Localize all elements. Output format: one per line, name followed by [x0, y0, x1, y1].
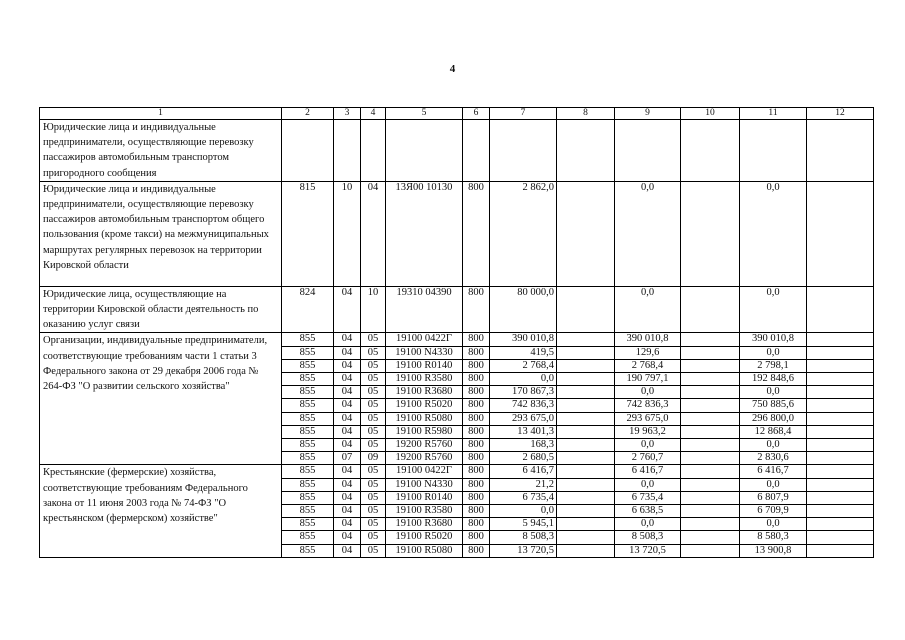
table-cell [807, 346, 874, 359]
table-cell: 129,6 [615, 346, 681, 359]
table-cell [681, 359, 740, 372]
table-cell: 2 768,4 [615, 359, 681, 372]
column-number-cell: 3 [334, 108, 361, 120]
column-number-cell: 10 [681, 108, 740, 120]
table-cell [807, 491, 874, 504]
table-cell: 0,0 [740, 286, 807, 333]
table-cell: 04 [334, 399, 361, 412]
table-cell: 800 [463, 181, 490, 286]
table-cell [557, 531, 615, 544]
table-cell [557, 286, 615, 333]
table-cell: 0,0 [740, 439, 807, 452]
table-cell [807, 478, 874, 491]
table-cell: 192 848,6 [740, 373, 807, 386]
table-cell [681, 491, 740, 504]
table-cell: 05 [361, 425, 386, 438]
table-cell: 05 [361, 346, 386, 359]
table-cell: 419,5 [490, 346, 557, 359]
table-cell: 6 638,5 [615, 505, 681, 518]
table-cell: 6 735,4 [490, 491, 557, 504]
table-cell: 19100 R0140 [386, 491, 463, 504]
table-cell: 2 798,1 [740, 359, 807, 372]
table-cell [490, 120, 557, 182]
recipient-description: Юридические лица, осуществляющие на территории Кировской области деятельность по оказанию услуг связи [40, 286, 282, 333]
column-number-cell: 11 [740, 108, 807, 120]
table-cell [681, 399, 740, 412]
table-cell [807, 425, 874, 438]
table-cell: 0,0 [740, 346, 807, 359]
table-cell: 80 000,0 [490, 286, 557, 333]
table-cell [681, 505, 740, 518]
table-cell [807, 544, 874, 557]
table-cell: 04 [334, 425, 361, 438]
table-cell: 0,0 [490, 373, 557, 386]
table-cell: 855 [282, 491, 334, 504]
table-cell [557, 478, 615, 491]
column-number-cell: 5 [386, 108, 463, 120]
table-cell: 19100 R5080 [386, 544, 463, 557]
table-cell: 0,0 [615, 181, 681, 286]
table-cell: 0,0 [740, 478, 807, 491]
table-cell: 855 [282, 465, 334, 478]
table-cell [557, 518, 615, 531]
table-cell: 19100 N4330 [386, 478, 463, 491]
table-cell: 04 [334, 346, 361, 359]
table-cell: 04 [334, 386, 361, 399]
table-cell: 13 720,5 [490, 544, 557, 557]
table-cell: 19200 R5760 [386, 452, 463, 465]
table-cell: 390 010,8 [740, 333, 807, 346]
column-number-row [40, 108, 874, 120]
table-cell: 19100 R5020 [386, 399, 463, 412]
table-cell: 855 [282, 359, 334, 372]
table-cell: 05 [361, 544, 386, 557]
table-cell: 0,0 [615, 286, 681, 333]
table-cell: 800 [463, 531, 490, 544]
table-cell: 13 401,3 [490, 425, 557, 438]
table-cell: 04 [334, 412, 361, 425]
table-cell [807, 518, 874, 531]
table-cell [557, 399, 615, 412]
table-cell: 05 [361, 412, 386, 425]
table-cell [807, 286, 874, 333]
table-cell: 5 945,1 [490, 518, 557, 531]
table-cell: 8 580,3 [740, 531, 807, 544]
column-number-cell: 2 [282, 108, 334, 120]
table-cell: 800 [463, 465, 490, 478]
table-cell: 855 [282, 373, 334, 386]
table-cell [557, 491, 615, 504]
table-cell: 19 963,2 [615, 425, 681, 438]
table-cell: 0,0 [740, 518, 807, 531]
table-cell: 13 720,5 [615, 544, 681, 557]
table-cell: 800 [463, 399, 490, 412]
table-cell: 800 [463, 359, 490, 372]
table-cell [807, 399, 874, 412]
table-cell: 19100 R3680 [386, 386, 463, 399]
table-cell [557, 346, 615, 359]
table-cell: 2 680,5 [490, 452, 557, 465]
table-cell: 855 [282, 386, 334, 399]
table-cell: 04 [334, 518, 361, 531]
table-cell: 19100 R3680 [386, 518, 463, 531]
table-cell [681, 425, 740, 438]
table-cell [557, 439, 615, 452]
table-cell: 05 [361, 386, 386, 399]
table-cell: 6 709,9 [740, 505, 807, 518]
table-cell: 2 768,4 [490, 359, 557, 372]
table-cell: 09 [361, 452, 386, 465]
table-cell: 04 [361, 181, 386, 286]
table-cell [681, 465, 740, 478]
table-cell [557, 333, 615, 346]
table-cell: 19100 R3580 [386, 373, 463, 386]
table-cell: 742 836,3 [490, 399, 557, 412]
table-row [40, 181, 874, 286]
table-cell: 800 [463, 452, 490, 465]
table-cell [557, 181, 615, 286]
table-cell: 19200 R5760 [386, 439, 463, 452]
table-cell: 6 416,7 [490, 465, 557, 478]
table-cell [334, 120, 361, 182]
recipient-description: Юридические лица и индивидуальные предприниматели, осуществляющие перевозку пассажиров автомобильным транспортом пригородного сообщения [40, 120, 282, 182]
table-row [40, 465, 874, 478]
table-cell: 800 [463, 425, 490, 438]
table-cell: 05 [361, 399, 386, 412]
table-cell: 0,0 [490, 505, 557, 518]
table-cell [807, 373, 874, 386]
table-cell: 04 [334, 359, 361, 372]
table-cell: 19100 R5980 [386, 425, 463, 438]
table-cell: 8 508,3 [490, 531, 557, 544]
table-cell: 800 [463, 478, 490, 491]
table-cell [807, 412, 874, 425]
table-cell [361, 120, 386, 182]
table-cell: 12 868,4 [740, 425, 807, 438]
table-cell [557, 505, 615, 518]
table-cell [807, 505, 874, 518]
table-cell: 855 [282, 412, 334, 425]
table-cell: 0,0 [615, 386, 681, 399]
table-cell: 05 [361, 531, 386, 544]
table-cell: 855 [282, 544, 334, 557]
table-cell [807, 452, 874, 465]
column-number-cell: 12 [807, 108, 874, 120]
column-number-cell: 4 [361, 108, 386, 120]
table-cell: 19100 R5080 [386, 412, 463, 425]
table-cell: 0,0 [740, 386, 807, 399]
table-cell: 19100 0422Г [386, 333, 463, 346]
table-cell: 800 [463, 373, 490, 386]
table-cell: 815 [282, 181, 334, 286]
table-cell: 13Я00 10130 [386, 181, 463, 286]
table-cell: 800 [463, 505, 490, 518]
table-cell: 04 [334, 544, 361, 557]
table-cell: 6 807,9 [740, 491, 807, 504]
table-cell [681, 373, 740, 386]
table-cell [807, 465, 874, 478]
table-cell [681, 286, 740, 333]
table-cell: 0,0 [615, 439, 681, 452]
column-number-cell: 9 [615, 108, 681, 120]
table-row [40, 120, 874, 182]
table-cell [681, 518, 740, 531]
table-cell: 855 [282, 478, 334, 491]
table-cell: 800 [463, 518, 490, 531]
table-cell: 04 [334, 478, 361, 491]
table-row [40, 286, 874, 333]
table-cell [807, 386, 874, 399]
table-cell: 10 [334, 181, 361, 286]
table-cell [557, 425, 615, 438]
table-cell: 855 [282, 452, 334, 465]
table-cell: 824 [282, 286, 334, 333]
table-cell: 04 [334, 465, 361, 478]
table-cell: 0,0 [740, 181, 807, 286]
table-cell: 800 [463, 412, 490, 425]
column-number-cell: 6 [463, 108, 490, 120]
table-cell: 0,0 [615, 478, 681, 491]
recipient-description: Организации, индивидуальные предприниматели, соответствующие требованиям части 1 статьи 3 Федерального закона от 29 декабря 2006 года № 264-ФЗ "О развитии сельского хозяйства" [40, 333, 282, 465]
table-cell: 19310 04390 [386, 286, 463, 333]
table-cell [681, 452, 740, 465]
table-cell: 6 416,7 [740, 465, 807, 478]
table-cell: 05 [361, 505, 386, 518]
column-number-cell: 7 [490, 108, 557, 120]
table-cell: 2 862,0 [490, 181, 557, 286]
table-cell: 07 [334, 452, 361, 465]
table-cell: 742 836,3 [615, 399, 681, 412]
table-cell: 0,0 [615, 518, 681, 531]
table-cell: 21,2 [490, 478, 557, 491]
table-cell [681, 439, 740, 452]
table-cell: 170 867,3 [490, 386, 557, 399]
table-cell: 8 508,3 [615, 531, 681, 544]
table-cell: 19100 R5020 [386, 531, 463, 544]
table-cell: 04 [334, 373, 361, 386]
table-cell: 296 800,0 [740, 412, 807, 425]
table-cell: 13 900,8 [740, 544, 807, 557]
table-cell: 855 [282, 505, 334, 518]
table-cell: 04 [334, 333, 361, 346]
table-cell: 6 735,4 [615, 491, 681, 504]
column-number-cell: 1 [40, 108, 282, 120]
table-cell: 19100 R3580 [386, 505, 463, 518]
table-cell [681, 478, 740, 491]
recipient-description: Юридические лица и индивидуальные предприниматели, осуществляющие перевозку пассажиров автомобильным транспортом общего пользования (кроме такси) на межмуниципальных маршрутах регулярных перевозок на территории Кировской области [40, 181, 282, 286]
table-cell: 293 675,0 [490, 412, 557, 425]
table-cell: 855 [282, 346, 334, 359]
table-cell [807, 439, 874, 452]
table-cell: 05 [361, 478, 386, 491]
table-cell: 855 [282, 518, 334, 531]
table-cell [557, 412, 615, 425]
table-cell: 2 830,6 [740, 452, 807, 465]
table-cell: 390 010,8 [615, 333, 681, 346]
table-cell [681, 120, 740, 182]
table-cell: 05 [361, 518, 386, 531]
table-cell [681, 333, 740, 346]
table-cell: 10 [361, 286, 386, 333]
table-cell: 800 [463, 286, 490, 333]
table-cell [807, 120, 874, 182]
table-cell [681, 346, 740, 359]
table-cell: 168,3 [490, 439, 557, 452]
table-cell: 05 [361, 491, 386, 504]
table-cell: 800 [463, 333, 490, 346]
table-cell [681, 181, 740, 286]
table-cell: 190 797,1 [615, 373, 681, 386]
table-cell: 855 [282, 439, 334, 452]
table-cell [557, 386, 615, 399]
table-cell: 750 885,6 [740, 399, 807, 412]
table-cell: 04 [334, 491, 361, 504]
table-cell [557, 120, 615, 182]
table-cell: 800 [463, 439, 490, 452]
table-cell [807, 359, 874, 372]
table-cell [807, 531, 874, 544]
table-cell [386, 120, 463, 182]
table-cell [557, 544, 615, 557]
table-cell: 855 [282, 425, 334, 438]
table-cell: 6 416,7 [615, 465, 681, 478]
table-cell: 855 [282, 399, 334, 412]
table-cell: 293 675,0 [615, 412, 681, 425]
table-cell: 2 760,7 [615, 452, 681, 465]
table-cell: 390 010,8 [490, 333, 557, 346]
table-cell: 855 [282, 531, 334, 544]
table-cell: 800 [463, 491, 490, 504]
table-cell: 05 [361, 333, 386, 346]
table-cell: 800 [463, 544, 490, 557]
table-cell: 04 [334, 505, 361, 518]
table-cell: 19100 R0140 [386, 359, 463, 372]
table-cell [557, 359, 615, 372]
budget-table [39, 107, 874, 558]
table-cell: 04 [334, 439, 361, 452]
table-cell: 800 [463, 346, 490, 359]
table-cell: 05 [361, 439, 386, 452]
table-cell: 855 [282, 333, 334, 346]
table-cell [807, 181, 874, 286]
table-cell [557, 465, 615, 478]
table-cell [807, 333, 874, 346]
table-cell [557, 452, 615, 465]
page-number: 4 [449, 63, 456, 75]
column-number-cell: 8 [557, 108, 615, 120]
table-cell [740, 120, 807, 182]
table-cell [681, 544, 740, 557]
table-cell [615, 120, 681, 182]
table-cell [681, 412, 740, 425]
table-cell: 19100 N4330 [386, 346, 463, 359]
table-cell: 05 [361, 359, 386, 372]
table-cell: 04 [334, 531, 361, 544]
table-cell [557, 373, 615, 386]
recipient-description: Крестьянские (фермерские) хозяйства, соответствующие требованиям Федерального закона от 11 июня 2003 года № 74-ФЗ "О крестьянском (фермерском) хозяйстве" [40, 465, 282, 557]
table-cell [282, 120, 334, 182]
table-cell: 05 [361, 373, 386, 386]
table-cell: 05 [361, 465, 386, 478]
table-cell: 04 [334, 286, 361, 333]
table-cell [681, 531, 740, 544]
table-cell [463, 120, 490, 182]
table-row [40, 333, 874, 346]
table-cell: 19100 0422Г [386, 465, 463, 478]
table-cell [681, 386, 740, 399]
table-cell: 800 [463, 386, 490, 399]
